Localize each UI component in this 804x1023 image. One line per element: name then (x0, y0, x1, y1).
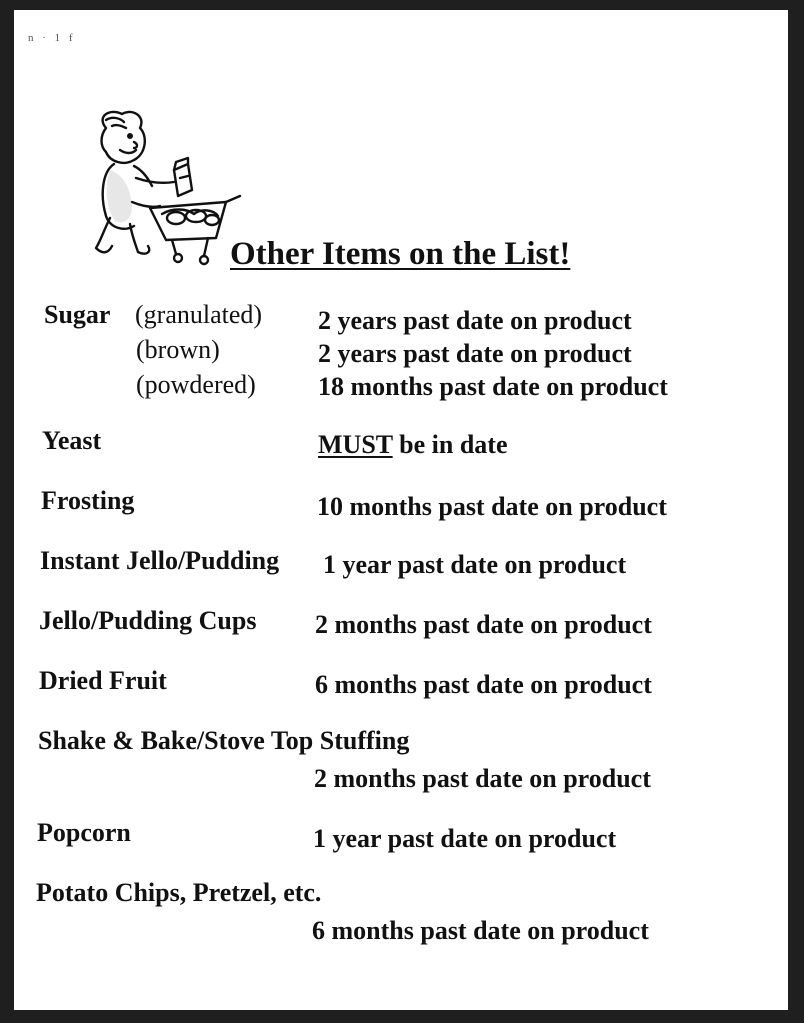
item-label-instant-jello: Instant Jello/Pudding (40, 546, 280, 575)
yeast-guideline-emphasis: MUST (318, 430, 393, 459)
sugar-guideline-granulated: 2 years past date on product (318, 306, 632, 335)
item-label-sugar: Sugar (44, 300, 111, 329)
item-label-chips: Potato Chips, Pretzel, etc. (36, 878, 322, 907)
sugar-variety-powdered: (powdered) (136, 370, 256, 399)
yeast-guideline (318, 432, 508, 458)
shopper-with-cart-icon (76, 106, 246, 268)
item-label-frosting: Frosting (41, 486, 135, 515)
item-label-shake-bake: Shake & Bake/Stove Top Stuffing (38, 726, 410, 755)
sugar-guideline-brown: 2 years past date on product (318, 339, 632, 368)
shake-bake-guideline: 2 months past date on product (314, 764, 651, 793)
chips-guideline: 6 months past date on product (312, 916, 649, 945)
yeast-guideline-rest: be in date (392, 430, 508, 459)
scan-marks: n · 1 f (28, 32, 76, 44)
dried-fruit-guideline: 6 months past date on product (315, 670, 652, 699)
sugar-guideline-powdered: 18 months past date on product (318, 372, 668, 401)
popcorn-guideline: 1 year past date on product (313, 824, 617, 853)
sugar-variety-granulated: (granulated) (135, 300, 263, 329)
item-label-yeast: Yeast (42, 426, 102, 455)
item-label-dried-fruit: Dried Fruit (39, 666, 167, 695)
sugar-variety-brown: (brown) (136, 335, 220, 364)
jello-cups-guideline: 2 months past date on product (315, 610, 652, 639)
item-label-jello-cups: Jello/Pudding Cups (39, 606, 257, 635)
frosting-guideline: 10 months past date on product (317, 492, 667, 521)
page-title: Other Items on the List! (230, 236, 571, 272)
item-label-popcorn: Popcorn (37, 818, 131, 847)
instant-jello-guideline: 1 year past date on product (323, 550, 627, 579)
document-page (14, 10, 788, 1010)
